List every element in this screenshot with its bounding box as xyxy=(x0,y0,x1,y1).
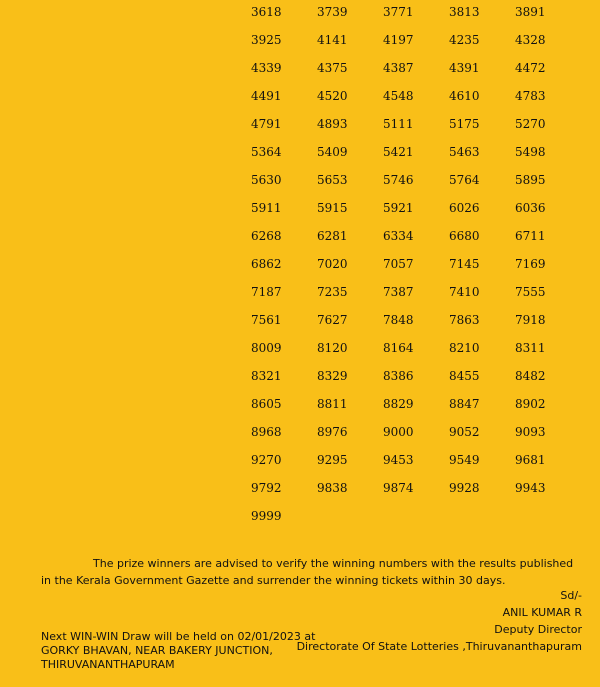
winning-number: 3618 xyxy=(251,5,282,19)
winning-number: 8811 xyxy=(317,397,348,411)
winning-number: 3739 xyxy=(317,5,348,19)
winning-number: 5409 xyxy=(317,145,348,159)
number-row xyxy=(251,196,581,224)
winning-number: 8386 xyxy=(383,369,414,383)
winning-number: 9943 xyxy=(515,481,546,495)
signature-block xyxy=(297,587,582,655)
winning-number: 8455 xyxy=(449,369,480,383)
winning-number: 6680 xyxy=(449,229,480,243)
winning-number: 9000 xyxy=(383,425,414,439)
number-row xyxy=(251,140,581,168)
winning-number: 9549 xyxy=(449,453,480,467)
winning-number: 5270 xyxy=(515,117,546,131)
winning-number: 3771 xyxy=(383,5,414,19)
number-row xyxy=(251,420,581,448)
winning-number: 9270 xyxy=(251,453,282,467)
next-draw-line-1: Next WIN-WIN Draw will be held on 02/01/2023 at xyxy=(41,630,316,643)
winning-number: 7627 xyxy=(317,313,348,327)
winning-number: 7235 xyxy=(317,285,348,299)
winning-number: 9295 xyxy=(317,453,348,467)
winning-number: 8847 xyxy=(449,397,480,411)
winning-number: 8605 xyxy=(251,397,282,411)
winning-number: 5421 xyxy=(383,145,414,159)
winning-number: 5175 xyxy=(449,117,480,131)
signatory-office: Directorate Of State Lotteries ,Thiruvananthapuram xyxy=(296,640,582,653)
winning-number: 7561 xyxy=(251,313,282,327)
winning-number: 9928 xyxy=(449,481,480,495)
winning-number: 7555 xyxy=(515,285,546,299)
winning-number: 4375 xyxy=(317,61,348,75)
number-row xyxy=(251,84,581,112)
winning-number: 4391 xyxy=(449,61,480,75)
winning-number: 3813 xyxy=(449,5,480,19)
winning-number: 7848 xyxy=(383,313,414,327)
winning-number: 4472 xyxy=(515,61,546,75)
next-draw-info xyxy=(41,630,321,672)
number-row xyxy=(251,0,581,28)
winning-number: 7145 xyxy=(449,257,480,271)
number-row xyxy=(251,252,581,280)
signatory-name: ANIL KUMAR R xyxy=(502,606,582,619)
number-row xyxy=(251,364,581,392)
verification-notice: The prize winners are advised to verify the winning numbers with the results published in the Kerala Government Gazette and surrender the winning tickets within 30 days. xyxy=(41,557,574,587)
winning-number: 6862 xyxy=(251,257,282,271)
winning-number: 3925 xyxy=(251,33,282,47)
winning-number: 8902 xyxy=(515,397,546,411)
winning-number: 8120 xyxy=(317,341,348,355)
winning-number: 7918 xyxy=(515,313,546,327)
number-row xyxy=(251,280,581,308)
winning-number: 5111 xyxy=(383,117,414,131)
number-row xyxy=(251,308,581,336)
winning-number: 5746 xyxy=(383,173,414,187)
winning-number: 3891 xyxy=(515,5,546,19)
winning-number: 4548 xyxy=(383,89,414,103)
winning-number: 5915 xyxy=(317,201,348,215)
winning-number: 8164 xyxy=(383,341,414,355)
number-row xyxy=(251,112,581,140)
signature-sd: Sd/- xyxy=(560,589,582,602)
winning-number: 7057 xyxy=(383,257,414,271)
winning-number: 4520 xyxy=(317,89,348,103)
winning-number: 8321 xyxy=(251,369,282,383)
winning-number: 4141 xyxy=(317,33,348,47)
winning-number: 5895 xyxy=(515,173,546,187)
winning-number: 5498 xyxy=(515,145,546,159)
number-row xyxy=(251,504,581,532)
winning-number: 4783 xyxy=(515,89,546,103)
winning-number: 5911 xyxy=(251,201,282,215)
winning-number: 7020 xyxy=(317,257,348,271)
winning-number: 5364 xyxy=(251,145,282,159)
number-row xyxy=(251,56,581,84)
winning-number: 6026 xyxy=(449,201,480,215)
winning-number: 8976 xyxy=(317,425,348,439)
winning-number: 4893 xyxy=(317,117,348,131)
winning-number: 8968 xyxy=(251,425,282,439)
number-row xyxy=(251,28,581,56)
winning-number: 6334 xyxy=(383,229,414,243)
winning-number: 8829 xyxy=(383,397,414,411)
winning-number: 8311 xyxy=(515,341,546,355)
winning-number: 6281 xyxy=(317,229,348,243)
next-draw-line-3: THIRUVANANTHAPURAM xyxy=(41,658,175,671)
winning-number: 4328 xyxy=(515,33,546,47)
number-row xyxy=(251,476,581,504)
winning-numbers-grid xyxy=(251,0,581,532)
number-row xyxy=(251,392,581,420)
winning-number: 7863 xyxy=(449,313,480,327)
signatory-title: Deputy Director xyxy=(494,623,582,636)
number-row xyxy=(251,168,581,196)
winning-number: 5921 xyxy=(383,201,414,215)
number-row xyxy=(251,224,581,252)
winning-number: 8210 xyxy=(449,341,480,355)
winning-number: 9999 xyxy=(251,509,282,523)
winning-number: 9453 xyxy=(383,453,414,467)
winning-number: 6268 xyxy=(251,229,282,243)
winning-number: 5764 xyxy=(449,173,480,187)
winning-number: 4491 xyxy=(251,89,282,103)
winning-number: 7169 xyxy=(515,257,546,271)
winning-number: 4235 xyxy=(449,33,480,47)
winning-number: 9093 xyxy=(515,425,546,439)
next-draw-line-2: GORKY BHAVAN, NEAR BAKERY JUNCTION, xyxy=(41,644,273,657)
winning-number: 8329 xyxy=(317,369,348,383)
number-row xyxy=(251,336,581,364)
winning-number: 7387 xyxy=(383,285,414,299)
winning-number: 6711 xyxy=(515,229,546,243)
winning-number: 4197 xyxy=(383,33,414,47)
winning-number: 9874 xyxy=(383,481,414,495)
winning-number: 9681 xyxy=(515,453,546,467)
winning-number: 9792 xyxy=(251,481,282,495)
winning-number: 5630 xyxy=(251,173,282,187)
winning-number: 9052 xyxy=(449,425,480,439)
winning-number: 4791 xyxy=(251,117,282,131)
winning-number: 5653 xyxy=(317,173,348,187)
winning-number: 6036 xyxy=(515,201,546,215)
winning-number: 7410 xyxy=(449,285,480,299)
winning-number: 8482 xyxy=(515,369,546,383)
winning-number: 4610 xyxy=(449,89,480,103)
winning-number: 8009 xyxy=(251,341,282,355)
winning-number: 5463 xyxy=(449,145,480,159)
winning-number: 4387 xyxy=(383,61,414,75)
number-row xyxy=(251,448,581,476)
winning-number: 7187 xyxy=(251,285,282,299)
winning-number: 4339 xyxy=(251,61,282,75)
winning-number: 9838 xyxy=(317,481,348,495)
